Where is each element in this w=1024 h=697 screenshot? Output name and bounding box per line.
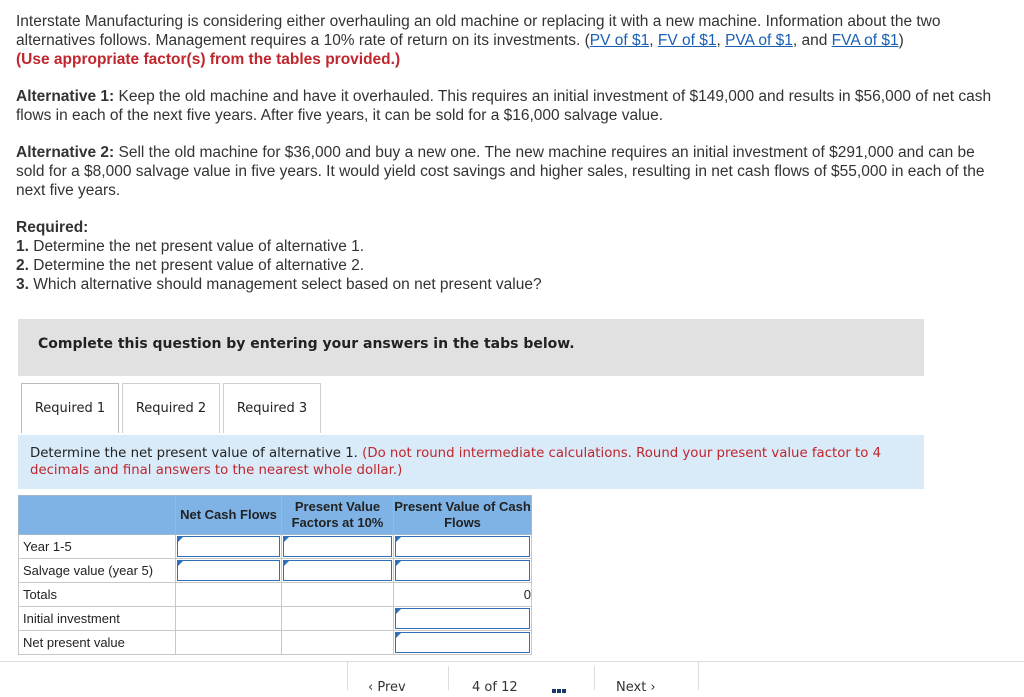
tab-required-3[interactable]: Required 3 (223, 383, 321, 433)
grid-icon[interactable] (552, 682, 570, 688)
alternative-2 (16, 143, 1006, 200)
link-fva-of-1[interactable]: FVA of $1 (831, 32, 899, 49)
initial-investment-input[interactable] (394, 607, 532, 631)
npv-input[interactable] (394, 631, 532, 655)
problem-statement (16, 12, 1006, 294)
instructions-banner: Complete this question by entering your answers in the tabs below. (18, 319, 924, 376)
required-heading: Required: (16, 219, 89, 236)
table-row (19, 607, 532, 631)
tab-required-1[interactable]: Required 1 (21, 383, 119, 433)
header-pv-factors: Present Value Factors at 10% (282, 496, 394, 535)
salvage-pv-factor-input[interactable] (282, 559, 394, 583)
link-pva-of-1[interactable]: PVA of $1 (725, 32, 793, 49)
salvage-pv-input[interactable] (394, 559, 532, 583)
npv-table (18, 495, 532, 655)
intro-text: Interstate Manufacturing is considering either overhauling an old machine or replacing it with a new machine. Information about the two alternatives follows. Management requires a 10% rate of return on its investments. ( (16, 13, 941, 49)
tab-required-2[interactable]: Required 2 (122, 383, 220, 433)
header-pv-cash-flows: Present Value of Cash Flows (394, 496, 532, 535)
page-indicator: 4 of 12 (472, 680, 518, 695)
problem-intro: Interstate Manufacturing is considering either overhauling an old machine or replacing it with a new machine. Information about the two alternatives follows. Management requires a 10% rate of return on its investments. (PV of $1, FV of $1, PVA of $1, and FVA of $1) (Use appropriate factor(s) from the tables provided.) (16, 13, 941, 68)
row-label-salvage: Salvage value (year 5) (19, 559, 176, 583)
next-button[interactable]: Next › (616, 680, 656, 695)
requirement-1: Determine the net present value of alternative 1. (28, 238, 365, 255)
row-label-npv: Net present value (19, 631, 176, 655)
link-pv-of-1[interactable]: PV of $1 (589, 32, 650, 49)
factor-instruction: (Use appropriate factor(s) from the tables provided.) (16, 51, 401, 68)
alternative-1-text: Keep the old machine and have it overhauled. This requires an initial investment of $149,000 and results in $56,000 of net cash flows in each of the next five years. After five years, it can be sold for a $16,000 salvage value. (16, 88, 992, 124)
salvage-cash-flow-input[interactable] (176, 559, 282, 583)
row-label-totals: Totals (19, 583, 176, 607)
table-row (19, 583, 532, 607)
alternative-1-label: Alternative 1: (16, 88, 115, 105)
table-row (19, 631, 532, 655)
requirement-3: Which alternative should management select based on net present value? (28, 276, 542, 293)
totals-value: 0 (394, 583, 532, 607)
cash-flow-input[interactable] (176, 535, 282, 559)
table-row (19, 535, 532, 559)
link-fv-of-1[interactable]: FV of $1 (657, 32, 717, 49)
row-label-initial-investment: Initial investment (19, 607, 176, 631)
header-blank (19, 496, 176, 535)
header-net-cash-flows: Net Cash Flows (176, 496, 282, 535)
tab-instruction-text: Determine the net present value of alternative 1. (30, 446, 363, 461)
table-row (19, 559, 532, 583)
pv-factor-input[interactable] (282, 535, 394, 559)
row-label-year-1-5: Year 1-5 (19, 535, 176, 559)
requirement-2: Determine the net present value of alternative 2. (28, 257, 365, 274)
table-header-row (19, 496, 532, 535)
tab-bar (21, 383, 324, 435)
required-list: Required: 1. Determine the net present value of alternative 1. 2. Determine the net present value of alternative 2. 3. Which alternative should management select based on net present value? (16, 219, 542, 293)
alternative-1 (16, 87, 1006, 125)
rounding-hint: (Do not round intermediate calculations. Round your present value factor to 4 decimals and final answers to the nearest whole dollar.) (30, 446, 882, 478)
question-navigation (347, 662, 699, 695)
alternative-2-text: Sell the old machine for $36,000 and buy a new one. The new machine requires an initial investment of $291,000 and can be sold for a $8,000 salvage value in five years. It would yield cost savings and higher sales, resulting in net cash flows of $55,000 in each of the next five years. (16, 144, 985, 199)
pv-cash-flow-input[interactable] (394, 535, 532, 559)
tab-instruction (18, 435, 924, 489)
alternative-2-label: Alternative 2: (16, 144, 115, 161)
prev-button[interactable]: ‹ Prev (368, 680, 406, 695)
